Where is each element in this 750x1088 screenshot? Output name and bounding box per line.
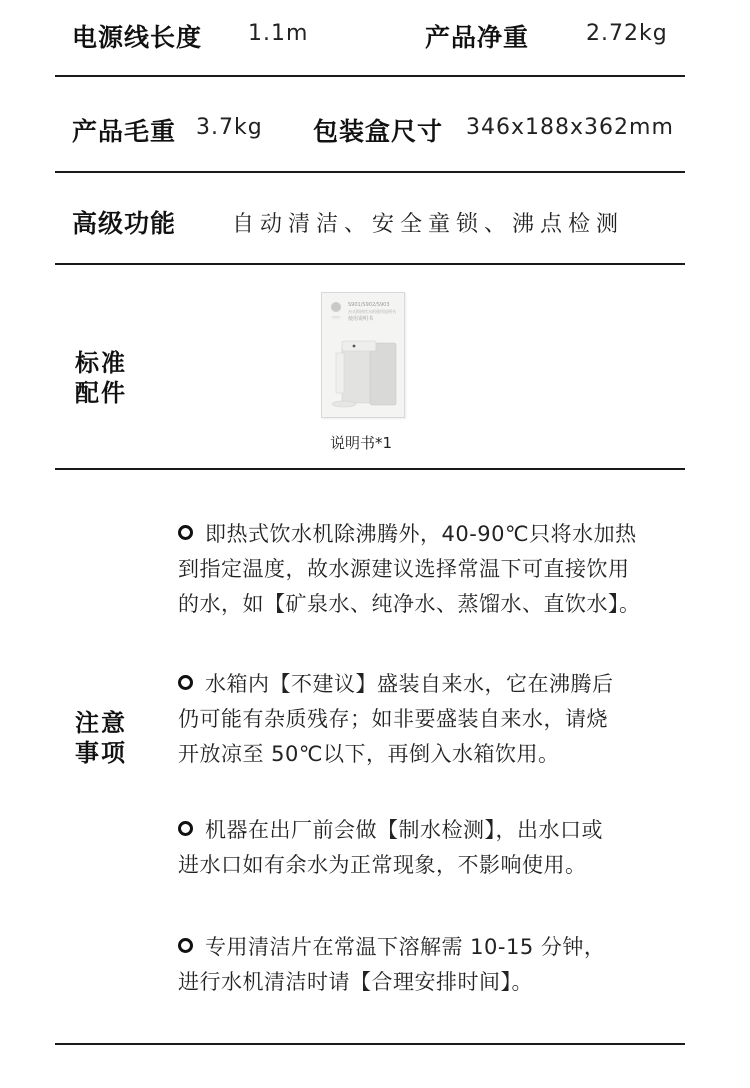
divider-5	[55, 1043, 685, 1045]
spec-label-features: 高级功能	[72, 209, 177, 238]
manual-booklet-image	[321, 292, 405, 418]
bullet-circle-icon	[178, 675, 193, 690]
spec-label-gross-weight: 产品毛重	[72, 117, 177, 146]
note-item-3-line-1: 机器在出厂前会做【制水检测】，出水口或	[178, 813, 678, 848]
spec-value-features: 自动清洁、安全童锁、沸点检测	[232, 212, 625, 237]
spec-value-box-size: 346x188x362mm	[466, 115, 674, 140]
spec-value-net-weight: 2.72kg	[586, 21, 668, 46]
divider-3	[55, 263, 685, 265]
manual-caption: 说明书*1	[330, 434, 393, 452]
divider-1	[55, 75, 685, 77]
bullet-circle-icon	[178, 821, 193, 836]
note-item-1	[178, 517, 678, 622]
note-item-2-line-2: 仍可能有杂质残存；如非要盛装自来水，请烧	[178, 707, 608, 731]
manual-cover-illustration	[322, 293, 404, 417]
accessories-label-line1: 标准	[75, 349, 127, 377]
spec-label-box-size: 包装盒尺寸	[313, 117, 444, 146]
accessories-label-line2: 配件	[75, 379, 127, 407]
bullet-circle-icon	[178, 525, 193, 540]
note-item-4-line-1: 专用清洁片在常温下溶解需 10-15 分钟，	[178, 930, 678, 965]
spec-value-gross-weight: 3.7kg	[196, 115, 263, 140]
note-item-1-line-3: 的水，如【矿泉水、纯净水、蒸馏水、直饮水】。	[178, 592, 641, 616]
svg-text:○○○: ○○○	[332, 315, 340, 319]
note-item-3	[178, 813, 678, 883]
note-item-2	[178, 667, 678, 772]
note-item-3-line-2: 进水口如有余水为正常现象，不影响使用。	[178, 853, 587, 877]
spec-label-net-weight: 产品净重	[425, 23, 530, 52]
manual-title-text: 使用说明书	[348, 316, 374, 322]
bullet-circle-icon	[178, 938, 193, 953]
spec-value-cord-length: 1.1m	[248, 21, 309, 46]
notes-label-line1: 注意	[75, 709, 127, 737]
divider-4	[55, 468, 685, 470]
note-item-1-line-2: 到指定温度，故水源建议选择常温下可直接饮用	[178, 557, 630, 581]
note-item-4	[178, 930, 678, 1000]
divider-2	[55, 171, 685, 173]
notes-label-line2: 事项	[75, 739, 127, 767]
note-item-1-line-1: 即热式饮水机除沸腾外，40-90℃只将水加热	[178, 517, 678, 552]
note-item-2-line-1: 水箱内【不建议】盛装自来水，它在沸腾后	[178, 667, 678, 702]
spec-label-cord-length: 电源线长度	[72, 23, 203, 52]
note-item-2-line-3: 开放凉至 50℃以下，再倒入水箱饮用。	[178, 742, 560, 766]
manual-model-text: S901/S902/S903	[348, 302, 390, 308]
accessories-label	[75, 348, 127, 408]
notes-label	[75, 708, 127, 768]
note-item-4-line-2: 进行水机清洁时请【合理安排时间】。	[178, 970, 533, 994]
manual-desc-text: 台式即热饮水机使用说明书	[348, 309, 396, 314]
